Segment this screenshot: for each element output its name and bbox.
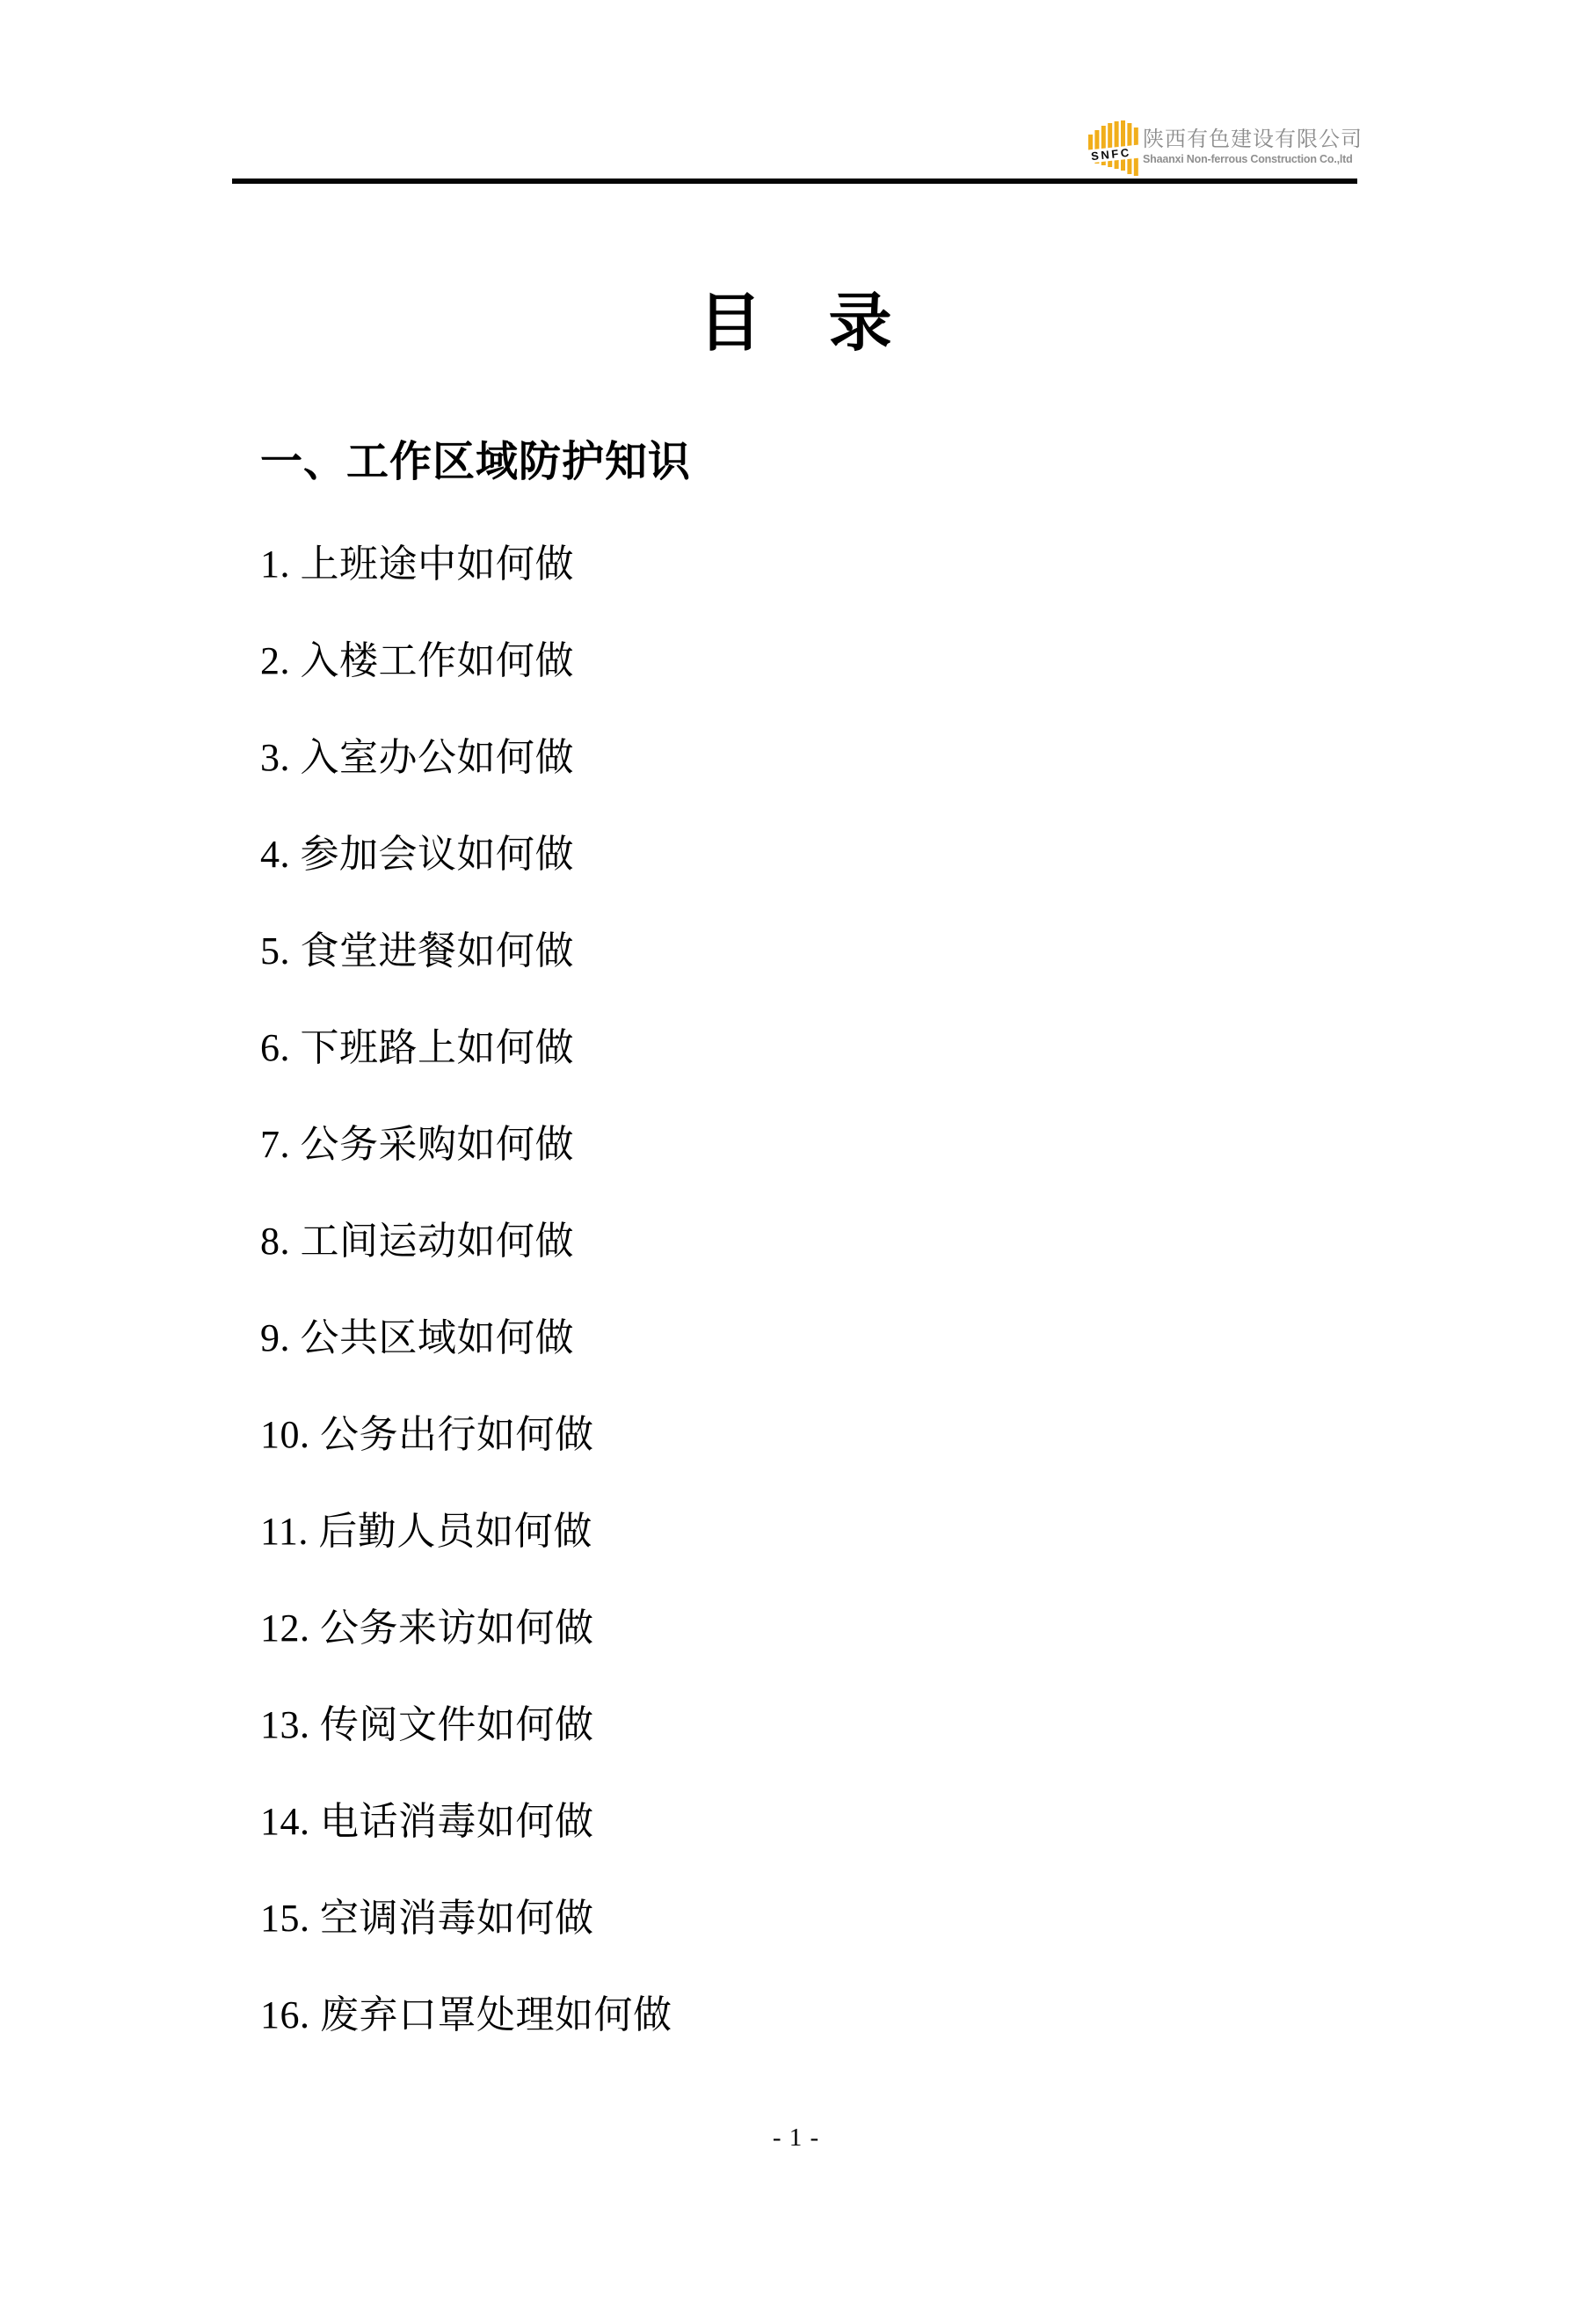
logo-snfc-text: SNFC bbox=[1090, 145, 1132, 164]
company-logo-icon bbox=[1088, 120, 1140, 176]
company-name-chinese: 陕西有色建设有限公司 bbox=[1143, 127, 1363, 151]
toc-item: 6. 下班路上如何做 bbox=[260, 1026, 574, 1069]
page-number: - 1 - bbox=[772, 2124, 820, 2152]
document-title: 目 录 bbox=[698, 288, 894, 359]
toc-list bbox=[260, 516, 1227, 2064]
toc-item: 2. 入楼工作如何做 bbox=[260, 639, 574, 682]
toc-item: 16. 废弃口罩处理如何做 bbox=[260, 1993, 672, 2036]
section-heading: 一、工作区域防护知识 bbox=[260, 439, 692, 485]
toc-item: 1. 上班途中如何做 bbox=[260, 543, 574, 586]
toc-item: 8. 工间运动如何做 bbox=[260, 1220, 574, 1263]
toc-item: 13. 传阅文件如何做 bbox=[260, 1703, 594, 1746]
header-divider bbox=[232, 178, 1357, 184]
toc-item: 9. 公共区域如何做 bbox=[260, 1316, 574, 1359]
toc-item: 12. 公务来访如何做 bbox=[260, 1606, 594, 1650]
toc-item: 7. 公务采购如何做 bbox=[260, 1123, 574, 1166]
toc-item: 5. 食堂进餐如何做 bbox=[260, 929, 574, 973]
toc-item: 11. 后勤人员如何做 bbox=[260, 1510, 592, 1553]
toc-item: 3. 入室办公如何做 bbox=[260, 736, 574, 779]
toc-item: 15. 空调消毒如何做 bbox=[260, 1897, 594, 1940]
toc-item: 14. 电话消毒如何做 bbox=[260, 1800, 594, 1843]
toc-item: 10. 公务出行如何做 bbox=[260, 1413, 594, 1456]
toc-item: 4. 参加会议如何做 bbox=[260, 833, 574, 876]
company-name-english: Shaanxi Non-ferrous Construction Co.,ltd bbox=[1143, 153, 1353, 165]
